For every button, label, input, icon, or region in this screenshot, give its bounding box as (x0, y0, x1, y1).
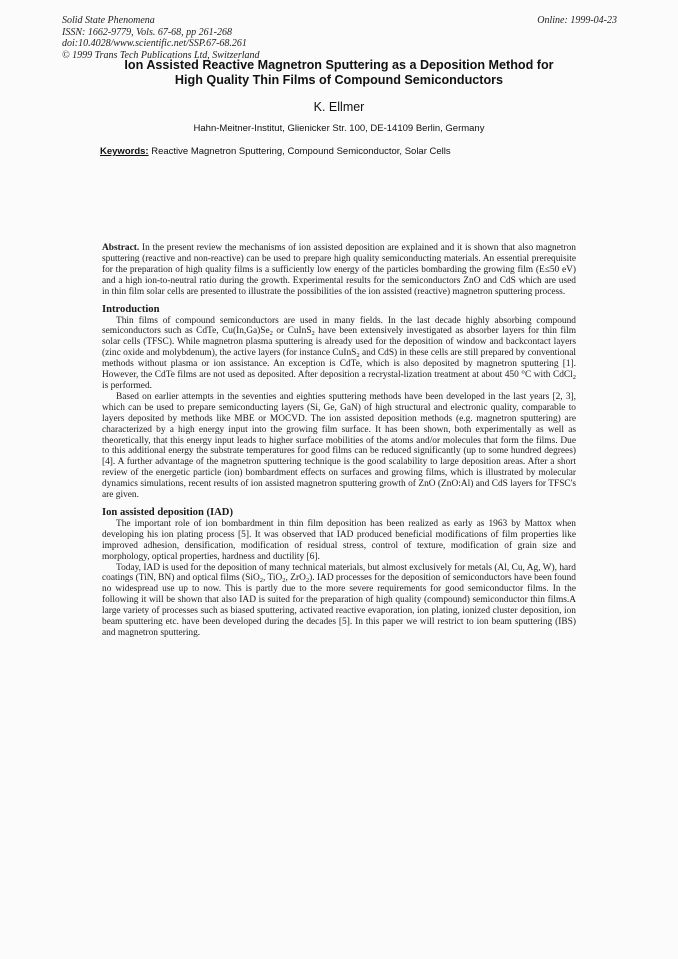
iad-paragraph-2 (102, 563, 576, 639)
abstract-label: Abstract. (102, 243, 140, 253)
subscript: 2 (259, 577, 263, 585)
copyright-line: © 1999 Trans Tech Publications Ltd, Switzerland (62, 49, 260, 61)
journal-header (62, 15, 617, 61)
affiliation: Hahn-Meitner-Institut, Glienicker Str. 100, DE-14109 Berlin, Germany (193, 123, 485, 134)
intro-paragraph-1 (102, 316, 576, 392)
subscript: 2 (311, 330, 315, 338)
text-run: and CdS) in these cells are still prepared by conventional methods without plasma or ion assistance. An exception is CdTe, which is also deposited by magnetron sputtering [1]. However, the CdTe films are not used as deposited. After deposition a recrystal-lization treatment at about 450 °C with CdCl (102, 348, 576, 381)
iad-paragraph-1: The important role of ion bombardment in thin film deposition has been realized as early as 1963 by Mattox when developing his ion plating process [5]. It was observed that IAD produced beneficial modifications of film properties like improved adhesion, densification, modification of residual stress, control of texture, modification of grain size and morphology, optical properties, hardness and ductility [6]. (102, 518, 576, 562)
intro-paragraph-2: Based on earlier attempts in the seventies and eighties sputtering methods have been developed in the last years [2, 3], which can be used to prepare semiconducting layers (Si, Ge, GaN) of high structural and electronic quality, comparable to layers deposited by methods like MBE or MOCVD. The ion assisted deposition methods (e.g. magnetron sputtering) are characterized by a high energy input into the growing film surface. It has been shown, both experimentally as well as theoretically, that this energy input leads to higher surface mobilities of the atoms and/or molecules that form the films. Due to this additional energy the substrate temperatures for good films can be reduced significantly (up to some hundred degrees) [4]. A further advantage of the magnetron sputtering technique is the good scalability to large deposition areas. After a short review of the energetic particle (ion) bombardment effects on surfaces and growing films, which is illustrated by molecular dynamics simulations, recent results of ion assisted magnetron sputtering growth of ZnO (ZnO:Al) and CdS layers for TFSC's are given. (102, 391, 576, 501)
journal-name: Solid State Phenomena (62, 15, 155, 26)
text-run: ). IAD processes for the deposition of semiconductors have been found no widespread use up to now. This is partly due to the more severe requirements for good semiconductor films. In the following it will be shown that also IAD is suited for the preparation of high quality (compound) semiconductor thin films.A large variety of processes such as biased sputtering, activated reactive evaporation, ion plating, ionized cluster deposition, ion beam sputtering etc. have been developed during the decades [5]. In this paper we will restrict to ion beam sputtering (IBS) and magnetron sputtering. (102, 573, 576, 638)
subscript: 2 (572, 374, 576, 382)
keywords (100, 146, 451, 157)
title-line-1: Ion Assisted Reactive Magnetron Sputtering as a Deposition Method for (124, 58, 554, 72)
subscript: 2 (356, 352, 360, 360)
subscript: 2 (282, 577, 286, 585)
text-run: Today, IAD is used for the deposition of many technical materials, but almost exclusively for metals (Al, Cu, Ag, W), hard coatings (TiN, BN) and optical films (SiO (102, 562, 576, 584)
author: K. Ellmer (313, 100, 365, 114)
text-run: , ZrO (285, 573, 306, 584)
paper-body (102, 243, 576, 639)
keywords-text: Reactive Magnetron Sputtering, Compound Semiconductor, Solar Cells (148, 146, 451, 157)
text-run: is performed. (102, 380, 152, 391)
text-run: Thin films of compound semiconductors are used in many fields. In the last decade highly absorbing compound semiconductors such as CdTe, Cu(In,Ga)Se (102, 315, 576, 337)
section-heading-introduction: Introduction (102, 303, 160, 315)
section-heading-iad: Ion assisted deposition (IAD) (102, 506, 233, 518)
paper-title (80, 58, 598, 88)
text-run: or CuInS (272, 326, 312, 337)
text-run: have been extensively investigated as absorber layers for thin film solar cells (TFSC). While magnetron plasma sputtering is already used for the deposition of window and backcontact layers (zinc oxide and molybdenum), the active layers (for instance CuInS (102, 326, 576, 359)
title-line-2: High Quality Thin Films of Compound Semiconductors (174, 73, 504, 87)
abstract-paragraph (102, 243, 576, 298)
online-date: Online: 1999-04-23 (537, 15, 617, 26)
doi-line: doi:10.4028/www.scientific.net/SSP.67-68.261 (62, 38, 247, 49)
abstract-text: In the present review the mechanisms of ion assisted deposition are explained and it is shown that also magnetron sputtering (reactive and non-reactive) can be used to prepare high quality semiconducting materials. An essential prerequisite for the preparation of high quality films is a sufficiently low energy of the particles bombarding the growing film (E≤50 eV) and a high ion-to-neutral ratio during the growth. Experimental results for the semiconductors ZnO and CdS which are used in thin film solar cells are presented to illustrate the possibilities of the ion assisted (reactive) magnetron sputtering process. (102, 243, 576, 297)
subscript: 2 (305, 577, 310, 585)
subscript: 2 (269, 330, 273, 338)
keywords-label: Keywords: (100, 146, 149, 157)
text-run: , TiO (263, 573, 283, 584)
issn-line: ISSN: 1662-9779, Vols. 67-68, pp 261-268 (62, 26, 232, 38)
